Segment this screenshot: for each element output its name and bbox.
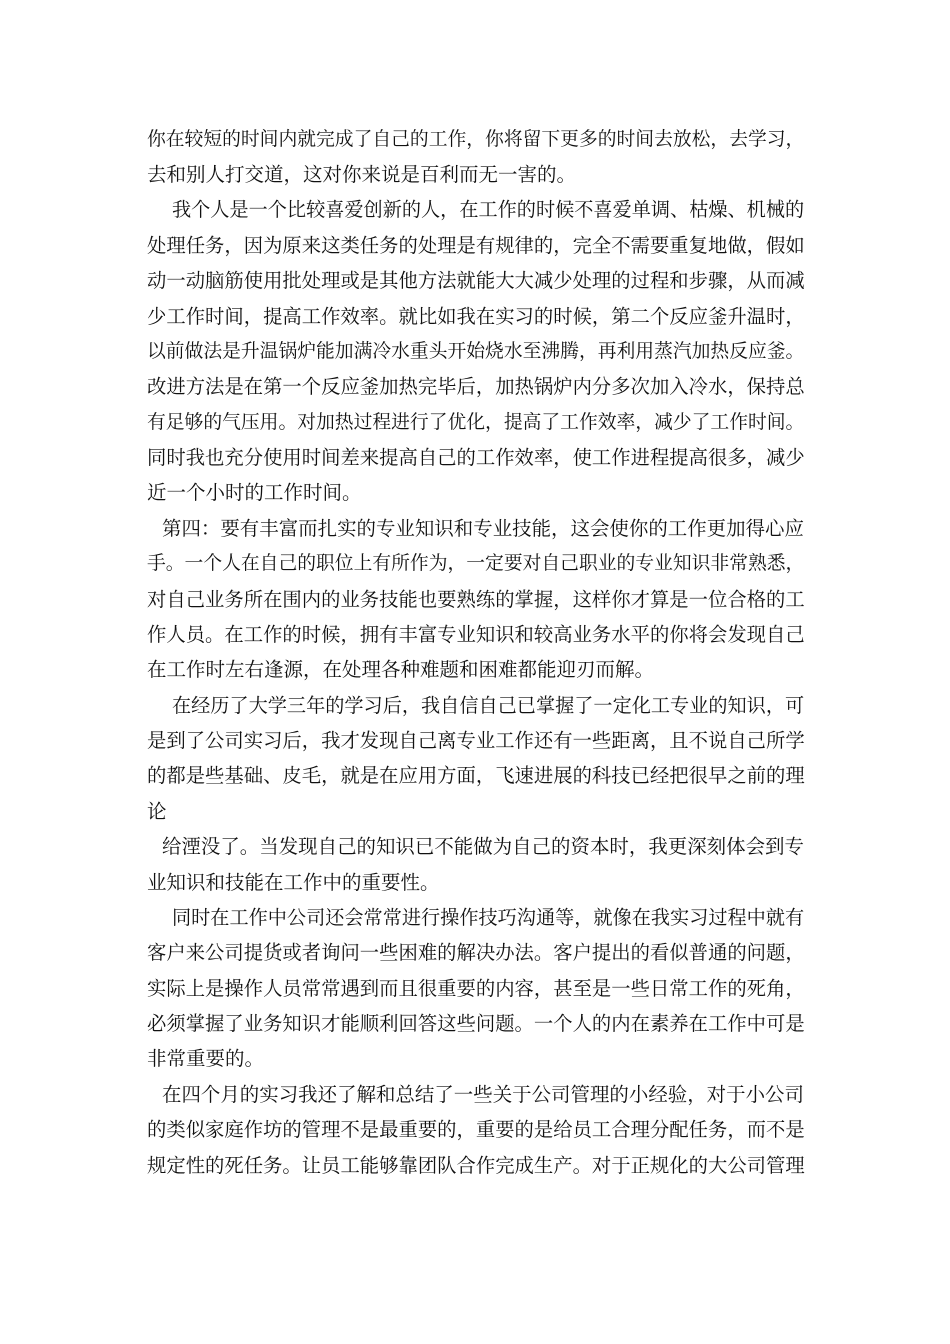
text-line: 在四个月的实习我还了解和总结了一些关于公司管理的小经验，对于小公司 [162, 1083, 804, 1106]
text-line: 客户来公司提货或者询问一些困难的解决办法。客户提出的看似普通的问题， [147, 941, 805, 964]
text-line: 非常重要的。 [147, 1047, 265, 1070]
text-line: 是到了公司实习后，我才发现自己离专业工作还有一些距离，且不说自己所学 [147, 729, 805, 752]
text-line: 在经历了大学三年的学习后，我自信自己已掌握了一定化工专业的知识，可 [172, 694, 805, 717]
text-line: 论 [147, 800, 167, 823]
text-line: 少工作时间，提高工作效率。就比如我在实习的时候，第二个反应釜升温时， [147, 305, 805, 328]
text-line: 在工作时左右逢源，在处理各种难题和困难都能迎刃而解。 [147, 658, 655, 681]
text-line: 给湮没了。当发现自己的知识已不能做为自己的资本时，我更深刻体会到专 [162, 835, 804, 858]
text-line: 近一个小时的工作时间。 [147, 481, 362, 504]
text-line: 对自己业务所在围内的业务技能也要熟练的掌握，这样你才算是一位合格的工 [147, 588, 805, 611]
text-line: 同时在工作中公司还会常常进行操作技巧沟通等，就像在我实习过程中就有 [172, 906, 805, 929]
text-line: 我个人是一个比较喜爱创新的人，在工作的时候不喜爱单调、枯燥、机械的 [172, 198, 805, 221]
text-line: 你在较短的时间内就完成了自己的工作，你将留下更多的时间去放松，去学习， [147, 129, 805, 150]
text-line: 的都是些基础、皮毛，就是在应用方面，飞速进展的科技已经把很早之前的理 [147, 764, 805, 787]
text-line: 以前做法是升温锅炉能加满冷水重头开始烧水至沸腾，再利用蒸汽加热反应釜。 [147, 341, 805, 362]
text-line: 处理任务，因为原来这类任务的处理是有规律的，完全不需要重复地做，假如 [147, 234, 805, 257]
text-line: 作人员。在工作的时候，拥有丰富专业知识和较高业务水平的你将会发现自己 [147, 623, 805, 646]
text-line: 有足够的气压用。对加热过程进行了优化，提高了工作效率，减少了工作时间。 [147, 412, 805, 433]
text-line: 手。一个人在自己的职位上有所作为，一定要对自己职业的专业知识非常熟悉， [147, 553, 805, 574]
text-line: 必须掌握了业务知识才能顺利回答这些问题。一个人的内在素养在工作中可是 [147, 1012, 805, 1035]
text-line: 的类似家庭作坊的管理不是最重要的，重要的是给员工合理分配任务，而不是 [147, 1118, 805, 1141]
text-line: 第四：要有丰富而扎实的专业知识和专业技能，这会使你的工作更加得心应 [162, 517, 804, 540]
text-line: 实际上是操作人员常常遇到而且很重要的内容，甚至是一些日常工作的死角， [147, 977, 805, 1000]
text-line: 规定性的死任务。让员工能够靠团队合作完成生产。对于正规化的大公司管理 [147, 1154, 805, 1177]
text-line: 同时我也充分使用时间差来提高自己的工作效率，使工作进程提高很多，减少 [147, 446, 805, 469]
text-line: 业知识和技能在工作中的重要性。 [147, 871, 440, 894]
text-line: 去和别人打交道，这对你来说是百利而无一害的。 [147, 163, 577, 186]
text-line: 改进方法是在第一个反应釜加热完毕后，加热锅炉内分多次加入冷水，保持总 [147, 375, 805, 398]
text-line: 动一动脑筋使用批处理或是其他方法就能大大减少处理的过程和步骤，从而减 [147, 269, 805, 292]
